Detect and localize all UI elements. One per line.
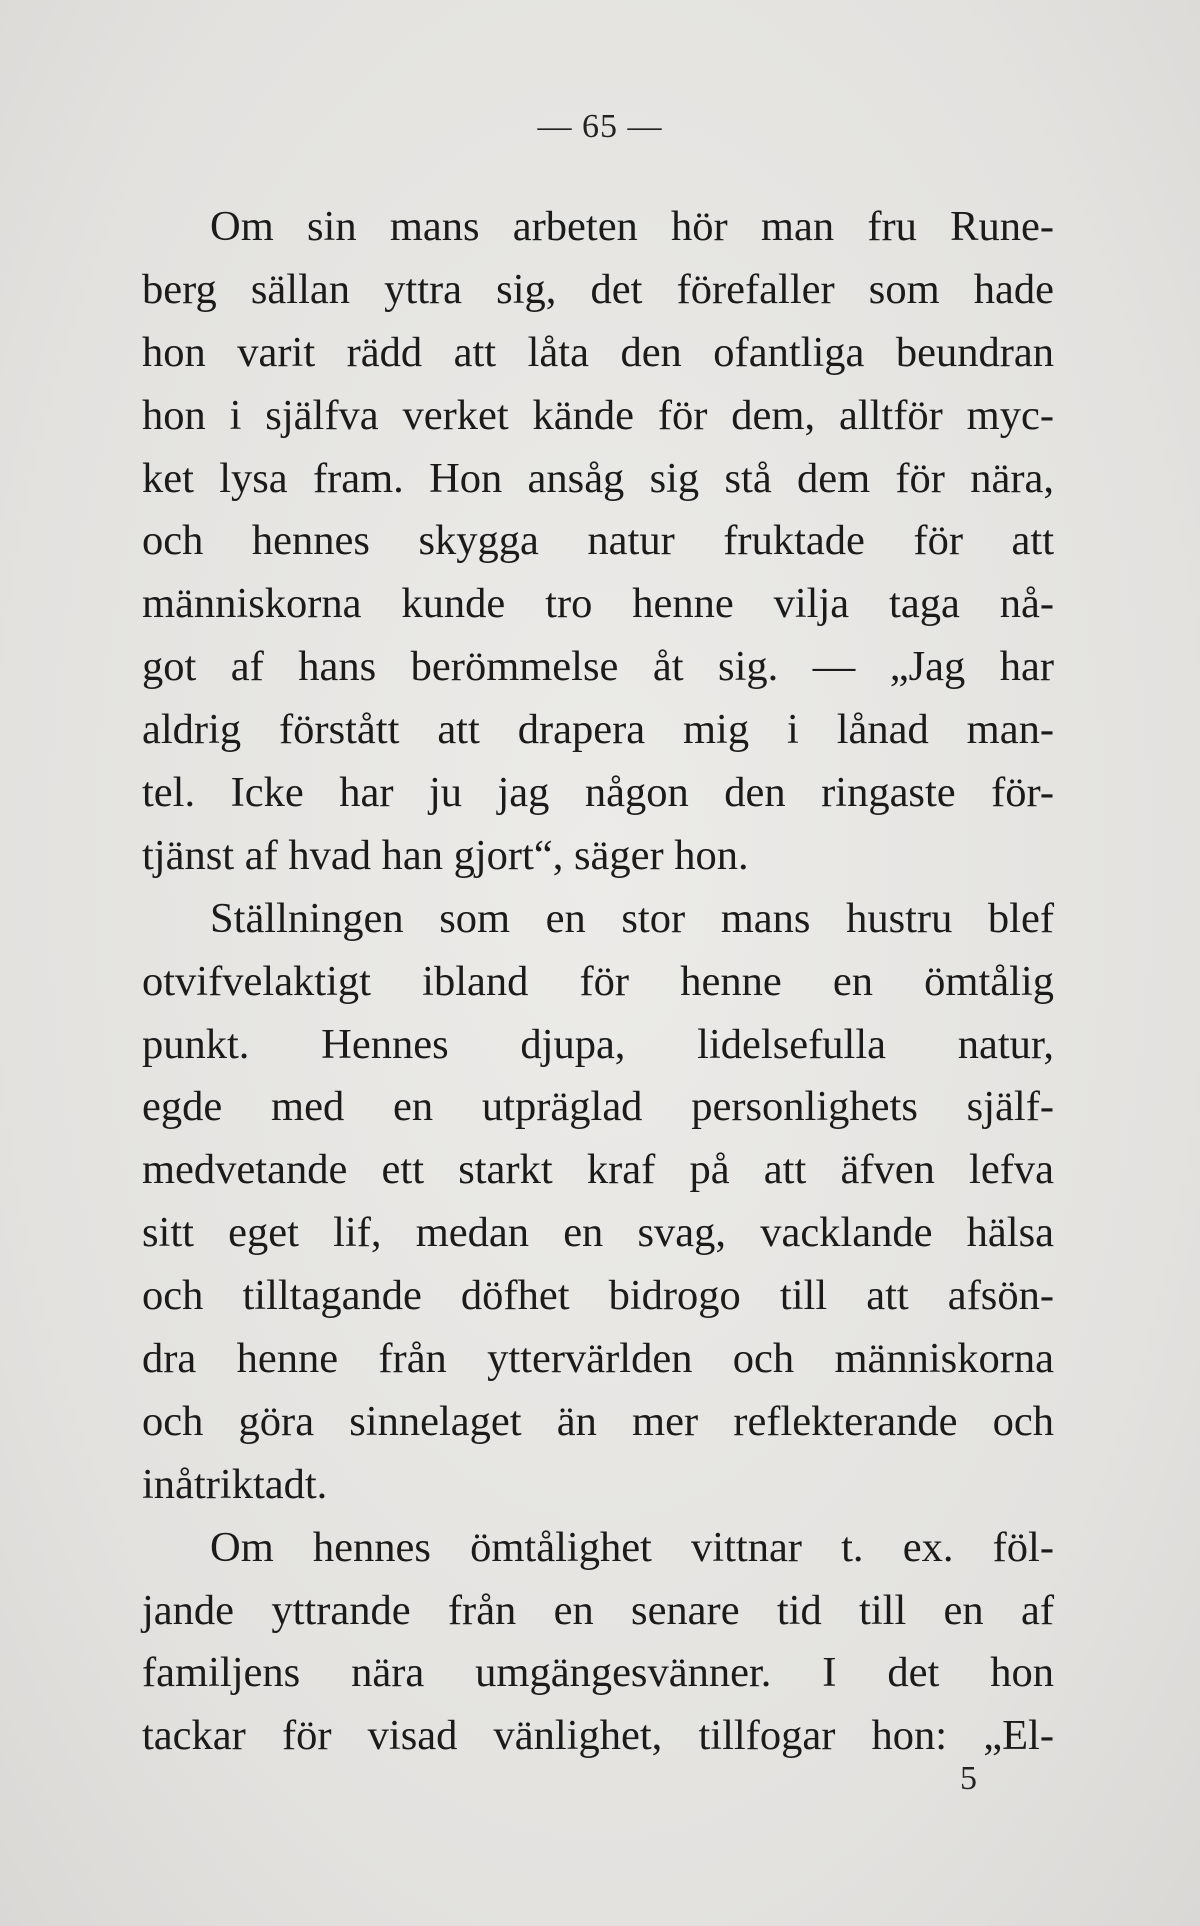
text-line: ket lysa fram. Hon ansåg sig stå dem för nära, — [142, 454, 1054, 502]
text-line: got af hans berömmelse åt sig. — „Jag har — [142, 643, 1054, 691]
text-line: hon varit rädd att låta den ofantliga beundran — [142, 328, 1054, 376]
text-line: aldrig förstått att drapera mig i lånad man- — [142, 706, 1054, 754]
text-line: Ställningen som en stor mans hustru blef — [210, 894, 1054, 942]
text-line: familjens nära umgängesvänner. I det hon — [142, 1649, 1054, 1697]
text-line: egde med en utpräglad personlighets själf- — [142, 1083, 1054, 1131]
page-number: — 65 — — [537, 108, 663, 145]
text-line: berg sällan yttra sig, det förefaller som hade — [142, 265, 1054, 313]
text-line: jande yttrande från en senare tid till en af — [142, 1586, 1054, 1634]
text-line: tackar för visad vänlighet, tillfogar hon: „El- — [142, 1712, 1054, 1760]
text-line: och hennes skygga natur fruktade för att — [142, 517, 1054, 565]
text-line: punkt. Hennes djupa, lidelsefulla natur, — [142, 1020, 1054, 1068]
text-line: tjänst af hvad han gjort“, säger hon. — [142, 831, 749, 879]
text-line: och tilltagande döfhet bidrogo till att afsön- — [142, 1272, 1054, 1320]
text-line: otvifvelaktigt ibland för henne en ömtålig — [142, 957, 1054, 1005]
text-line: tel. Icke har ju jag någon den ringaste för- — [142, 769, 1054, 817]
signature-mark: 5 — [960, 1760, 977, 1797]
text-line: inåtriktadt. — [142, 1460, 328, 1508]
text-line: människorna kunde tro henne vilja taga nå- — [142, 580, 1054, 628]
text-line: medvetande ett starkt kraf på att äfven lefva — [142, 1146, 1054, 1194]
text-line: Om hennes ömtålighet vittnar t. ex. föl- — [210, 1523, 1054, 1571]
text-line: och göra sinnelaget än mer reflekterande och — [142, 1397, 1054, 1445]
text-line: dra henne från yttervärlden och människorna — [142, 1335, 1054, 1383]
body-text — [142, 196, 1054, 1768]
text-line: Om sin mans arbeten hör man fru Rune- — [210, 203, 1054, 250]
text-line: hon i själfva verket kände för dem, alltför myc- — [142, 391, 1054, 439]
text-line: sitt eget lif, medan en svag, vacklande hälsa — [142, 1209, 1054, 1257]
